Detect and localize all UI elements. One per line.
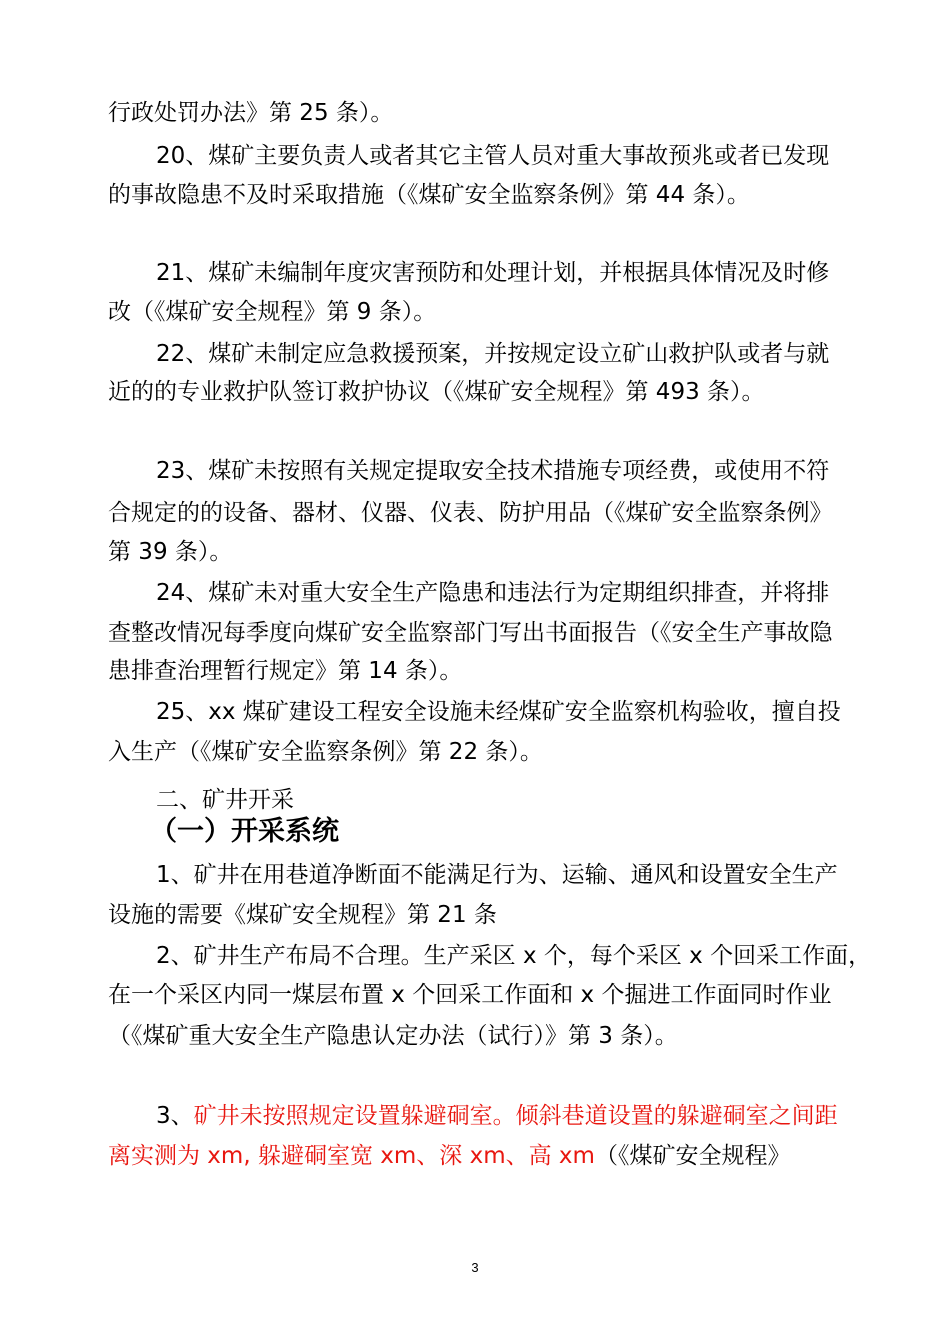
mining-item-3-red-text-1: 矿井未按照规定设置躲避硐室。倾斜巷道设置的躲避硐室之间距 — [193, 1103, 838, 1129]
sub-heading: （一）开采系统 — [150, 816, 339, 847]
paragraph-21-line-2: 改（《煤矿安全规程》第 9 条）。 — [108, 299, 437, 325]
section-heading: 二、矿井开采 — [156, 787, 294, 813]
paragraph-23-line-2: 合规定的的设备、器材、仪器、仪表、防护用品（《煤矿安全监察条例》 — [108, 500, 833, 526]
page-number: 3 — [471, 1260, 479, 1275]
paragraph-19-tail: 行政处罚办法》第 25 条）。 — [108, 100, 394, 126]
paragraph-24-line-3: 患排查治理暂行规定》第 14 条）。 — [108, 658, 463, 684]
paragraph-24-line-2: 查整改情况每季度向煤矿安全监察部门写出书面报告（《安全生产事故隐 — [108, 620, 833, 646]
mining-item-2-line-1: 2、矿井生产布局不合理。生产采区 x 个，每个采区 x 个回采工作面， — [156, 943, 872, 969]
mining-item-3-tail: （《煤矿安全规程》 — [594, 1143, 791, 1169]
paragraph-20-line-2: 的事故隐患不及时采取措施（《煤矿安全监察条例》第 44 条）。 — [108, 182, 750, 208]
mining-item-3-red-text-2: 离实测为 xm, 躲避硐室宽 xm、深 xm、高 xm — [108, 1143, 595, 1169]
paragraph-22-line-2: 近的的专业救护队签订救护协议（《煤矿安全规程》第 493 条）。 — [108, 379, 765, 405]
mining-item-1-line-1: 1、矿井在用巷道净断面不能满足行为、运输、通风和设置安全生产 — [156, 862, 838, 888]
paragraph-25-line-2: 入生产（《煤矿安全监察条例》第 22 条）。 — [108, 739, 543, 765]
mining-item-3-line-2 — [108, 1141, 790, 1171]
paragraph-23-line-3: 第 39 条）。 — [108, 539, 233, 565]
paragraph-21-line-1: 21、煤矿未编制年度灾害预防和处理计划，并根据具体情况及时修 — [156, 260, 830, 286]
paragraph-24-line-1: 24、煤矿未对重大安全生产隐患和违法行为定期组织排查，并将排 — [156, 580, 830, 606]
mining-item-2-line-2: 在一个采区内同一煤层布置 x 个回采工作面和 x 个掘进工作面同时作业 — [108, 982, 832, 1008]
paragraph-22-line-1: 22、煤矿未制定应急救援预案，并按规定设立矿山救护队或者与就 — [156, 341, 830, 367]
mining-item-1-line-2: 设施的需要《煤矿安全规程》第 21 条 — [108, 902, 497, 928]
paragraph-25-line-1: 25、xx 煤矿建设工程安全设施未经煤矿安全监察机构验收，擅自投 — [156, 699, 841, 725]
mining-item-3-number: 3、 — [156, 1103, 194, 1129]
paragraph-23-line-1: 23、煤矿未按照有关规定提取安全技术措施专项经费，或使用不符 — [156, 458, 830, 484]
mining-item-3-line-1 — [156, 1101, 838, 1131]
paragraph-20-line-1: 20、煤矿主要负责人或者其它主管人员对重大事故预兆或者已发现 — [156, 143, 830, 169]
mining-item-2-line-3: （《煤矿重大安全生产隐患认定办法（试行）》第 3 条）。 — [108, 1023, 678, 1049]
